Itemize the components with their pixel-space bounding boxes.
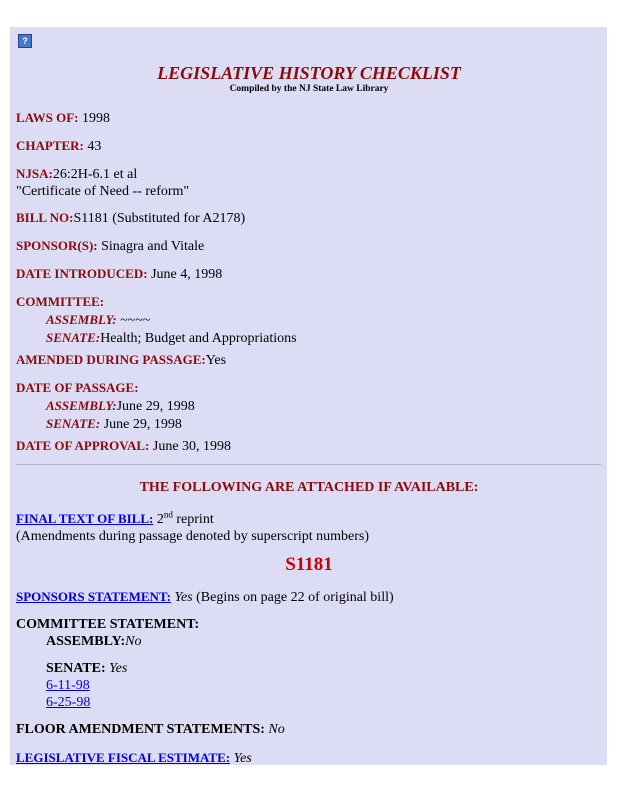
committee-statement-label: COMMITTEE STATEMENT: [16,617,200,632]
final-text-row [16,510,369,545]
sponsors-statement-link[interactable]: SPONSORS STATEMENT: [16,589,171,604]
page-title: LEGISLATIVE HISTORY CHECKLIST [157,63,461,83]
bill-no-value: S1181 (Substituted for A2178) [73,211,246,226]
final-text-value: 2 [153,512,164,527]
final-text-note: (Amendments during passage denoted by superscript numbers) [16,529,370,544]
bill-no-row [16,209,245,227]
sponsors-value: Sinagra and Vitale [97,239,205,254]
njsa-value: 26:2H-6.1 et al [52,167,138,182]
sponsors-label: SPONSOR(S): [16,238,98,253]
njsa-note: "Certificate of Need -- reform" [16,184,190,199]
amended-label: AMENDED DURING PASSAGE: [16,352,206,367]
floor-row [16,721,285,738]
committee-statement-row [16,616,199,650]
date-of-passage-row [16,379,195,433]
passage-assembly-label: ASSEMBLY: [46,398,117,413]
date-of-passage-label: DATE OF PASSAGE: [16,380,139,395]
attached-heading: THE FOLLOWING ARE ATTACHED IF AVAILABLE: [139,480,479,495]
divider [16,464,601,465]
page-subtitle: Compiled by the NJ State Law Library [229,84,389,94]
date-introduced-value: June 4, 1998 [147,267,223,282]
cs-senate-label: SENATE: [46,661,106,676]
committee-assembly-label: ASSEMBLY: [46,312,117,327]
bill-no-label: BILL NO: [16,210,74,225]
bill-heading: S1181 [285,554,333,575]
chapter-label: CHAPTER: [16,138,84,153]
sponsors-row [16,237,204,255]
njsa-label: NJSA: [16,166,53,181]
chapter-value: 43 [83,139,102,154]
amended-value: Yes [205,353,227,368]
committee-label: COMMITTEE: [16,294,105,309]
date-of-approval-label: DATE OF APPROVAL: [16,438,150,453]
help-icon[interactable]: ? [18,34,32,48]
date-introduced-label: DATE INTRODUCED: [16,266,148,281]
final-text-sup: nd [163,509,173,520]
floor-value: No [264,722,285,737]
cs-senate-value: Yes [105,661,128,676]
passage-assembly-value: June 29, 1998 [116,399,195,414]
njsa-row [16,165,189,200]
sponsors-statement-note: (Begins on page 22 of original bill) [192,590,394,605]
laws-of-value: 1998 [78,111,110,126]
committee-senate-value: Health; Budget and Appropriations [100,331,297,346]
committee-row [16,293,297,347]
cs-assembly-value: No [125,634,142,649]
committee-senate-label: SENATE: [46,330,101,345]
cs-senate-link-1[interactable]: 6-11-98 [46,678,90,693]
date-of-approval-value: June 30, 1998 [149,439,232,454]
chapter-row [16,137,101,155]
laws-of-row [16,109,110,127]
fiscal-row [16,749,252,767]
amended-row [16,351,226,369]
sponsors-statement-row [16,588,394,606]
laws-of-label: LAWS OF: [16,110,79,125]
final-text-tail: reprint [172,512,214,527]
floor-label: FLOOR AMENDMENT STATEMENTS: [16,722,265,737]
final-text-link[interactable]: FINAL TEXT OF BILL: [16,511,154,526]
date-introduced-row [16,265,222,283]
committee-assembly-value: ~~~~ [116,313,151,328]
passage-senate-value: June 29, 1998 [100,417,182,432]
cs-assembly-label: ASSEMBLY: [46,634,126,649]
sponsors-statement-value: Yes [174,590,193,605]
cs-senate-row [16,660,127,711]
fiscal-link[interactable]: LEGISLATIVE FISCAL ESTIMATE: [16,750,231,765]
cs-senate-link-2[interactable]: 6-25-98 [46,695,91,710]
passage-senate-label: SENATE: [46,416,101,431]
date-of-approval-row [16,437,231,455]
fiscal-value: Yes [230,751,252,766]
